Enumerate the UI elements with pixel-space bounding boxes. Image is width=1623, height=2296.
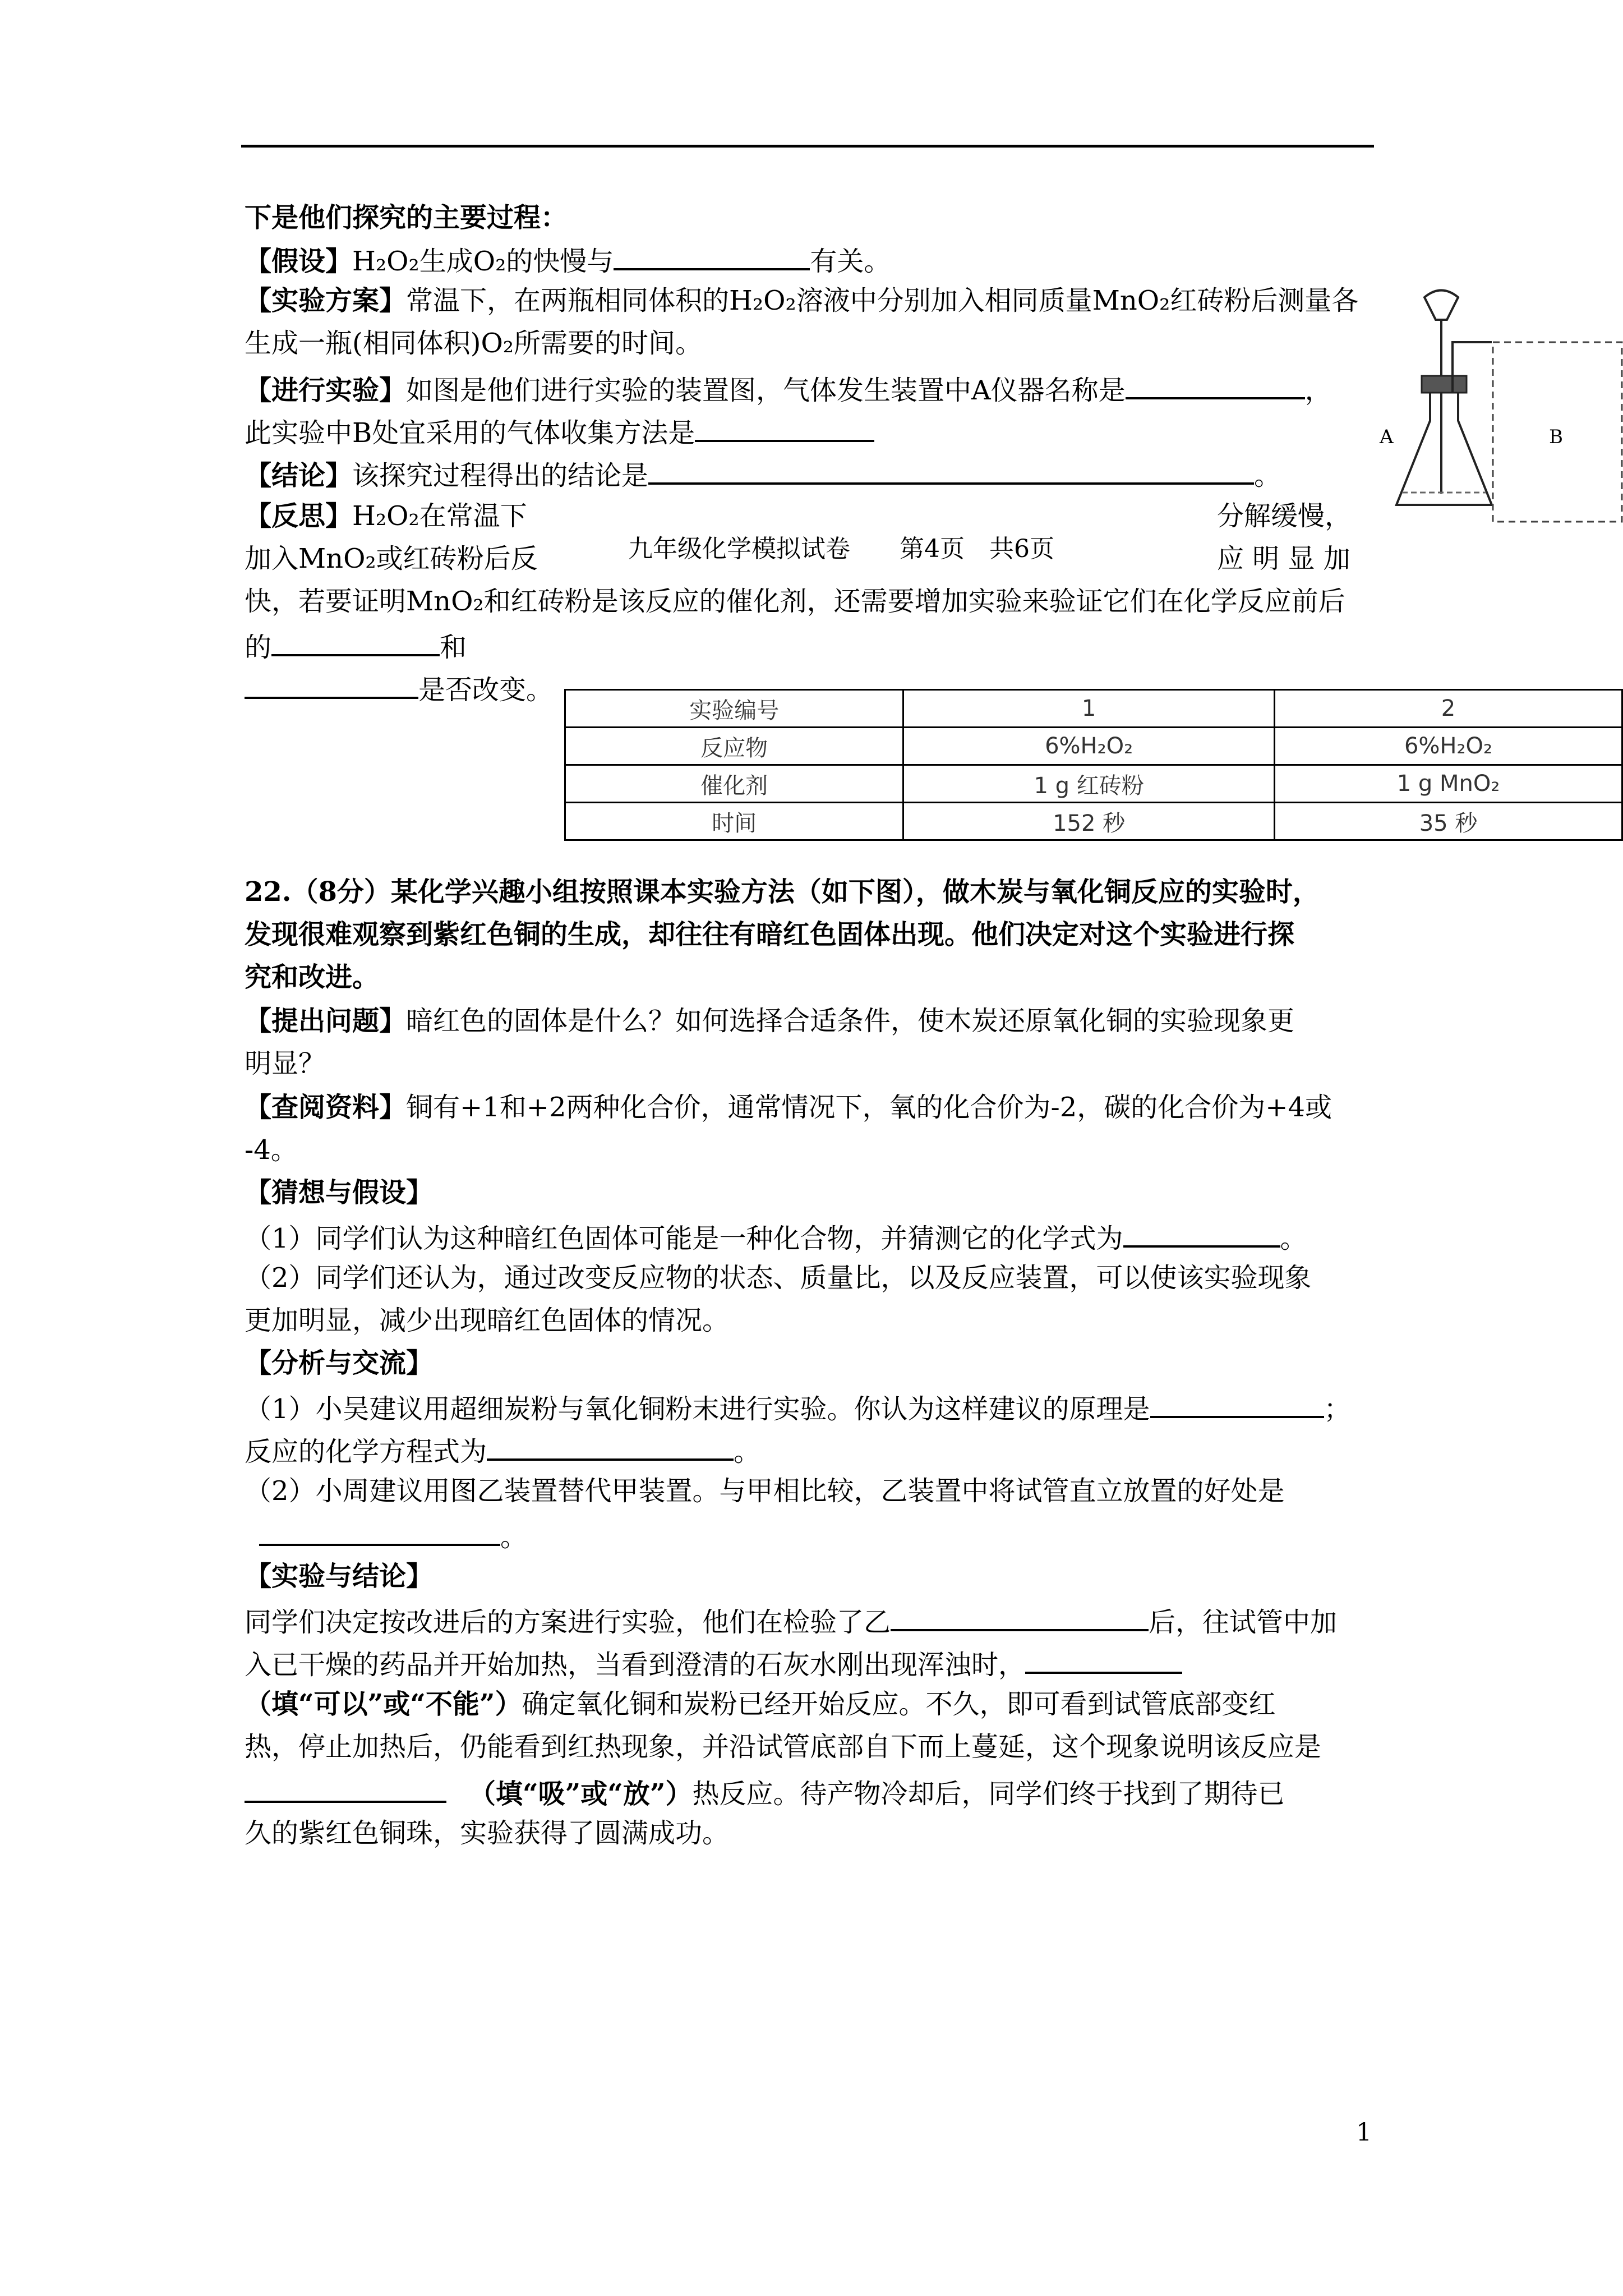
table-cell: 6%H₂O₂	[903, 728, 1275, 765]
plan-line	[245, 284, 1358, 318]
reflection-right-2: 应 明 显 加	[1217, 543, 1350, 574]
blank-reflection-2[interactable]	[245, 670, 418, 699]
blank-absorb-release[interactable]	[245, 1774, 446, 1803]
analysis-equation-label: 反应的化学方程式为	[245, 1436, 487, 1467]
reflection-line-5	[245, 670, 553, 707]
table-cell: 1 g 红砖粉	[903, 765, 1275, 803]
blank-collection-method[interactable]	[695, 413, 874, 442]
reflection-line-2: 加入MnO₂或红砖粉后反	[245, 543, 538, 574]
blank-check[interactable]	[891, 1602, 1149, 1631]
funnel-icon	[1424, 291, 1458, 320]
label-a: A	[1380, 426, 1394, 448]
experiment-table	[564, 689, 1623, 841]
conclusion-end: 。	[1254, 460, 1281, 491]
table-cell: 152 秒	[903, 803, 1275, 840]
table-cell: 1	[903, 690, 1275, 728]
analysis-line-3: （2）小周建议用图乙装置替代甲装置。与甲相比较，乙装置中将试管直立放置的好处是	[245, 1475, 1285, 1507]
table-cell: 35 秒	[1275, 803, 1622, 840]
experiment-comma: ，	[1304, 375, 1332, 406]
result-line-2	[245, 1645, 1182, 1682]
result-line-5	[245, 1774, 1284, 1811]
guess-end-1: 。	[1280, 1223, 1307, 1254]
result-text-3: 确定氧化铜和炭粉已经开始反应。不久，即可看到试管底部变红	[522, 1688, 1276, 1720]
collection-text: 此实验中B处宜采用的气体收集方法是	[245, 417, 695, 449]
table-cell: 1 g MnO₂	[1275, 765, 1622, 803]
blank-principle[interactable]	[1150, 1389, 1324, 1418]
table-cell: 反应物	[565, 728, 903, 765]
result-hint-can: （填“可以”或“不能”）	[245, 1688, 522, 1720]
footer-overlay: 九年级化学模拟试卷 第4页 共6页	[628, 535, 1054, 563]
flask-icon	[1396, 393, 1492, 505]
blank-advantage[interactable]	[259, 1517, 500, 1546]
hypothesis-end: 有关。	[810, 246, 891, 277]
hypothesis-text: H₂O₂生成O₂的快慢与	[352, 246, 614, 277]
guess-line-1	[245, 1218, 1307, 1255]
blank-formula[interactable]	[1123, 1218, 1280, 1248]
tag-experiment: 【进行实验】	[245, 375, 407, 406]
q22-line-1: 22.（8分）某化学兴趣小组按照课本实验方法（如下图），做木炭与氧化铜反应的实验时，	[245, 876, 1320, 908]
tag-hypothesis: 【假设】	[245, 246, 353, 277]
conclusion-text: 该探究过程得出的结论是	[352, 460, 649, 491]
result-hint-heat: （填“吸”或“放”）	[469, 1778, 693, 1810]
result-text-5: 热反应。待产物冷却后，同学们终于找到了期待已	[692, 1778, 1285, 1810]
tag-guess: 【猜想与假设】	[245, 1177, 434, 1208]
reference-line-2: -4。	[245, 1134, 298, 1166]
intro-line: 下是他们探究的主要过程：	[245, 202, 568, 233]
table-cell: 催化剂	[565, 765, 903, 803]
table-cell: 实验编号	[565, 690, 903, 728]
blank-equation[interactable]	[487, 1432, 734, 1461]
reflection-de: 的	[245, 632, 272, 663]
reflection-text: H₂O₂在常温下	[352, 500, 527, 532]
result-text-2: 入已干燥的药品并开始加热，当看到澄清的石灰水刚出现浑浊时，	[245, 1649, 1026, 1681]
question-line	[245, 1004, 1294, 1038]
plan-text: 常温下，在两瓶相同体积的H₂O₂溶液中分别加入相同质量MnO₂红砖粉后测量各	[406, 285, 1359, 316]
guess-text-1: （1）同学们认为这种暗红色固体可能是一种化合物，并猜测它的化学式为	[245, 1223, 1123, 1254]
conclusion-line	[245, 455, 1281, 493]
tag-result: 【实验与结论】	[245, 1561, 434, 1592]
blank-conclusion[interactable]	[648, 455, 1254, 485]
hypothesis-line	[245, 241, 891, 278]
table-cell: 6%H₂O₂	[1275, 728, 1622, 765]
result-text-1b: 后，往试管中加	[1149, 1607, 1338, 1638]
table-row	[565, 803, 1622, 840]
reference-text: 铜有+1和+2两种化合价，通常情况下，氧的化合价为-2，碳的化合价为+4或	[406, 1092, 1332, 1123]
result-line-6: 久的紫红色铜珠，实验获得了圆满成功。	[245, 1818, 730, 1849]
analysis-text-1: （1）小吴建议用超细炭粉与氧化铜粉末进行实验。你认为这样建议的原理是	[245, 1393, 1150, 1425]
experiment-line	[245, 370, 1332, 407]
stopper-icon	[1422, 376, 1467, 393]
analysis-end-4: 。	[500, 1521, 528, 1553]
question-text: 暗红色的固体是什么？如何选择合适条件，使木炭还原氧化铜的实验现象更	[406, 1005, 1295, 1037]
collection-line	[245, 413, 874, 450]
reflection-and: 和	[440, 632, 467, 663]
tag-reflection: 【反思】	[245, 500, 353, 532]
reflection-line-3: 快，若要证明MnO₂和红砖粉是该反应的催化剂，还需要增加实验来验证它们在化学反应前后	[245, 586, 1345, 617]
blank-can-or-not[interactable]	[1025, 1645, 1182, 1674]
result-text-1: 同学们决定按改进后的方案进行实验，他们在检验了乙	[245, 1607, 891, 1638]
analysis-line-1	[245, 1389, 1351, 1426]
table-cell: 2	[1275, 690, 1622, 728]
analysis-line-2	[245, 1432, 760, 1469]
table-row	[565, 765, 1622, 803]
tag-conclusion: 【结论】	[245, 460, 353, 491]
header-rule	[241, 145, 1374, 148]
table-row	[565, 728, 1622, 765]
result-line-1	[245, 1602, 1337, 1639]
guess-line-2: （2）同学们还认为，通过改变反应物的状态、质量比，以及反应装置，可以使该实验现象	[245, 1262, 1312, 1294]
q22-line-3: 究和改进。	[245, 961, 380, 993]
tag-question: 【提出问题】	[245, 1005, 407, 1037]
reflection-line-4	[245, 627, 467, 664]
analysis-line-4	[245, 1517, 527, 1554]
tag-plan: 【实验方案】	[245, 285, 407, 316]
result-line-3	[245, 1687, 1275, 1721]
table-cell: 时间	[565, 803, 903, 840]
q22-line-2: 发现很难观察到紫红色铜的生成，却往往有暗红色固体出现。他们决定对这个实验进行探	[245, 919, 1295, 950]
tag-analysis: 【分析与交流】	[245, 1347, 434, 1379]
result-line-4: 热，停止加热后，仍能看到红热现象，并沿试管底部自下而上蔓延，这个现象说明该反应是	[245, 1731, 1322, 1763]
question-line-2: 明显？	[245, 1048, 326, 1079]
guess-line-3: 更加明显，减少出现暗红色固体的情况。	[245, 1305, 730, 1336]
tag-reference: 【查阅资料】	[245, 1092, 407, 1123]
reference-line	[245, 1091, 1332, 1124]
experiment-text: 如图是他们进行实验的装置图，气体发生装置中A仪器名称是	[406, 375, 1126, 406]
blank-hypothesis[interactable]	[614, 241, 810, 270]
plan-line-2: 生成一瓶(相同体积)O₂所需要的时间。	[245, 328, 703, 359]
analysis-semicolon: ；	[1324, 1393, 1351, 1425]
blank-instrument-a[interactable]	[1126, 370, 1305, 399]
label-b: B	[1549, 426, 1563, 448]
blank-reflection-1[interactable]	[271, 627, 440, 656]
reflection-end: 是否改变。	[418, 674, 554, 706]
analysis-end-2: 。	[734, 1436, 761, 1467]
page-number: 1	[1356, 2118, 1372, 2147]
reflection-right: 分解缓慢，	[1217, 500, 1352, 532]
apparatus-figure	[1368, 280, 1623, 527]
table-row	[565, 690, 1622, 728]
reflection-line	[245, 499, 527, 533]
